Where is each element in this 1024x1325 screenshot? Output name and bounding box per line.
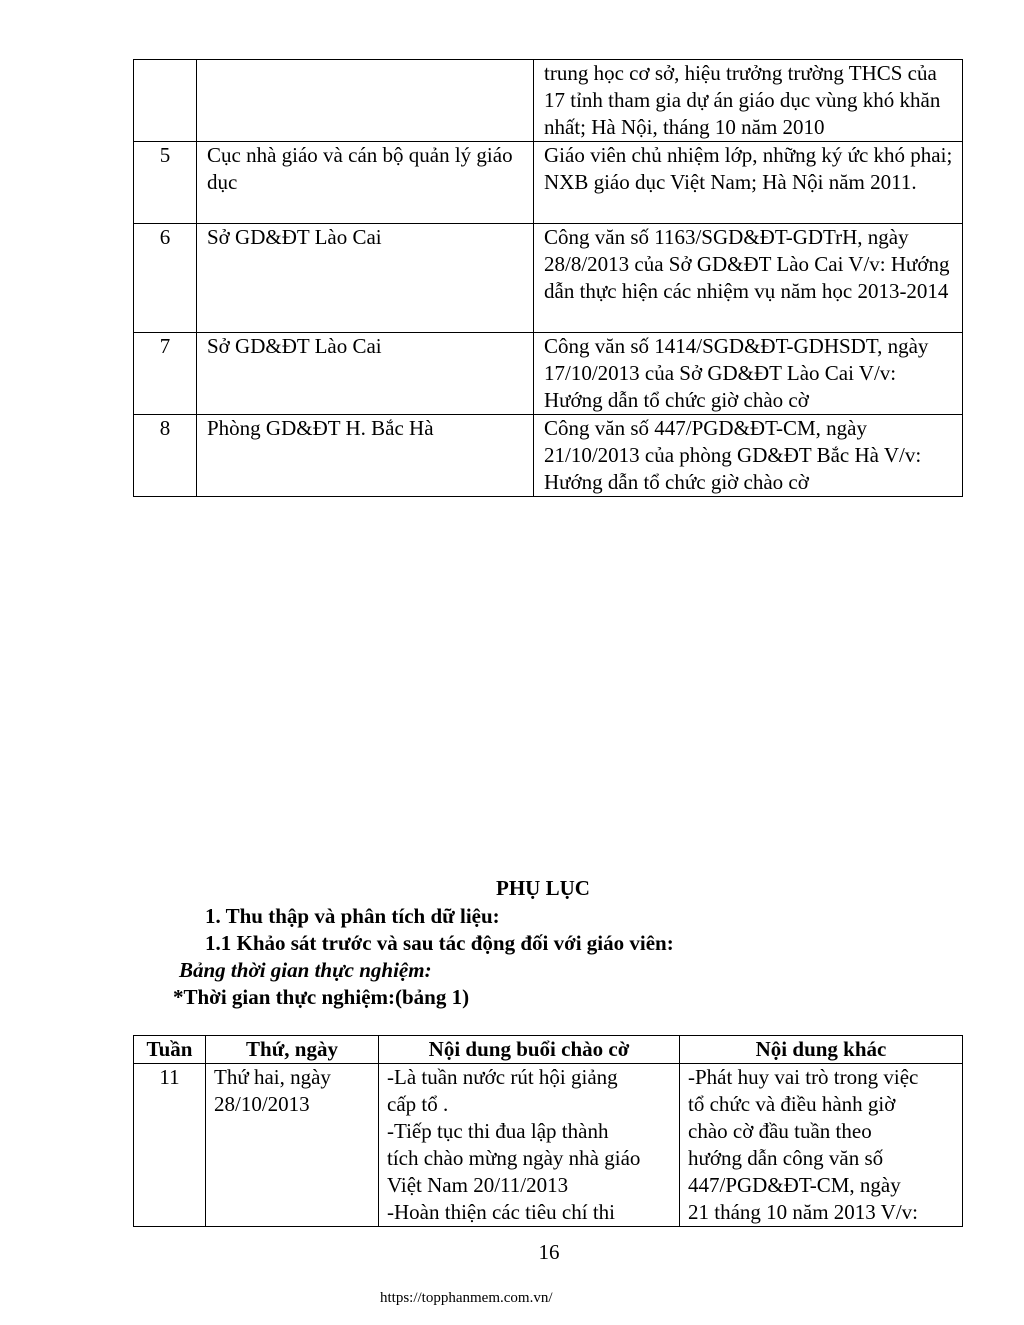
- section-heading-1-1: 1.1 Khảo sát trước và sau tác động đối với giáo viên:: [205, 931, 674, 955]
- ref-document: Công văn số 447/PGD&ĐT-CM, ngày 21/10/2013 của phòng GD&ĐT Bắc Hà V/v: Hướng dẫn tổ chức giờ chào cờ: [534, 415, 963, 497]
- date-cell: [206, 1064, 379, 1227]
- ref-organization: Sở GD&ĐT Lào Cai: [197, 333, 534, 415]
- ceremony-content-cell: [379, 1064, 680, 1227]
- ref-organization: Phòng GD&ĐT H. Bắc Hà: [197, 415, 534, 497]
- other-content-cell: [680, 1064, 963, 1227]
- column-header-date: Thứ, ngày: [206, 1036, 379, 1064]
- column-header-week: Tuần: [134, 1036, 206, 1064]
- content-line: -Hoàn thiện các tiêu chí thi: [387, 1200, 615, 1224]
- experiment-schedule-table: [133, 1035, 963, 1227]
- table-row: [134, 415, 963, 497]
- other-line: 447/PGD&ĐT-CM, ngày: [688, 1173, 901, 1197]
- table-caption: *Thời gian thực nghiệm:(bảng 1): [173, 985, 470, 1009]
- other-line: hướng dẫn công văn số: [688, 1146, 884, 1170]
- column-header-other-content: Nội dung khác: [680, 1036, 963, 1064]
- date-line: Thứ hai, ngày: [214, 1065, 331, 1089]
- table-row: [134, 333, 963, 415]
- date-line: 28/10/2013: [214, 1092, 310, 1116]
- ref-number: 5: [134, 142, 197, 224]
- appendix-title: PHỤ LỤC: [496, 876, 590, 900]
- footer-url-link[interactable]: https://topphanmem.com.vn/: [380, 1290, 553, 1306]
- table-row: [134, 142, 963, 224]
- ref-number: 8: [134, 415, 197, 497]
- table-row: [134, 1064, 963, 1227]
- ref-number: 7: [134, 333, 197, 415]
- ref-organization: Sở GD&ĐT Lào Cai: [197, 224, 534, 333]
- table-header-row: [134, 1036, 963, 1064]
- content-line: cấp tổ .: [387, 1092, 449, 1116]
- content-line: -Là tuần nước rút hội giảng: [387, 1065, 618, 1089]
- ref-document: trung học cơ sở, hiệu trưởng trường THCS của 17 tỉnh tham gia dự án giáo dục vùng khó khăn nhất; Hà Nội, tháng 10 năm 2010: [534, 60, 963, 142]
- ref-organization: [197, 60, 534, 142]
- table-row: [134, 224, 963, 333]
- ref-organization: Cục nhà giáo và cán bộ quản lý giáo dục: [197, 142, 534, 224]
- ref-document: Công văn số 1163/SGD&ĐT-GDTrH, ngày 28/8/2013 của Sở GD&ĐT Lào Cai V/v: Hướng dẫn thực hiện các nhiệm vụ năm học 2013-2014: [534, 224, 963, 333]
- other-line: -Phát huy vai trò trong việc: [688, 1065, 919, 1089]
- week-cell: 11: [134, 1064, 206, 1227]
- ref-number: 6: [134, 224, 197, 333]
- ref-number: [134, 60, 197, 142]
- other-line: chào cờ đầu tuần theo: [688, 1119, 872, 1143]
- experiment-table-subtitle: Bảng thời gian thực nghiệm:: [179, 958, 432, 982]
- page-number: 16: [538, 1240, 560, 1264]
- ref-document: Giáo viên chủ nhiệm lớp, những ký ức khó phai; NXB giáo dục Việt Nam; Hà Nội năm 2011.: [534, 142, 963, 224]
- ref-document: Công văn số 1414/SGD&ĐT-GDHSDT, ngày 17/10/2013 của Sở GD&ĐT Lào Cai V/v: Hướng dẫn tổ chức giờ chào cờ: [534, 333, 963, 415]
- column-header-ceremony-content: Nội dung buổi chào cờ: [379, 1036, 680, 1064]
- table-row: [134, 60, 963, 142]
- references-table: [133, 59, 963, 497]
- content-line: -Tiếp tục thi đua lập thành: [387, 1119, 609, 1143]
- other-line: 21 tháng 10 năm 2013 V/v:: [688, 1200, 919, 1224]
- content-line: Việt Nam 20/11/2013: [387, 1173, 569, 1197]
- content-line: tích chào mừng ngày nhà giáo: [387, 1146, 641, 1170]
- other-line: tổ chức và điều hành giờ: [688, 1092, 896, 1116]
- section-heading-1: 1. Thu thập và phân tích dữ liệu:: [205, 904, 500, 928]
